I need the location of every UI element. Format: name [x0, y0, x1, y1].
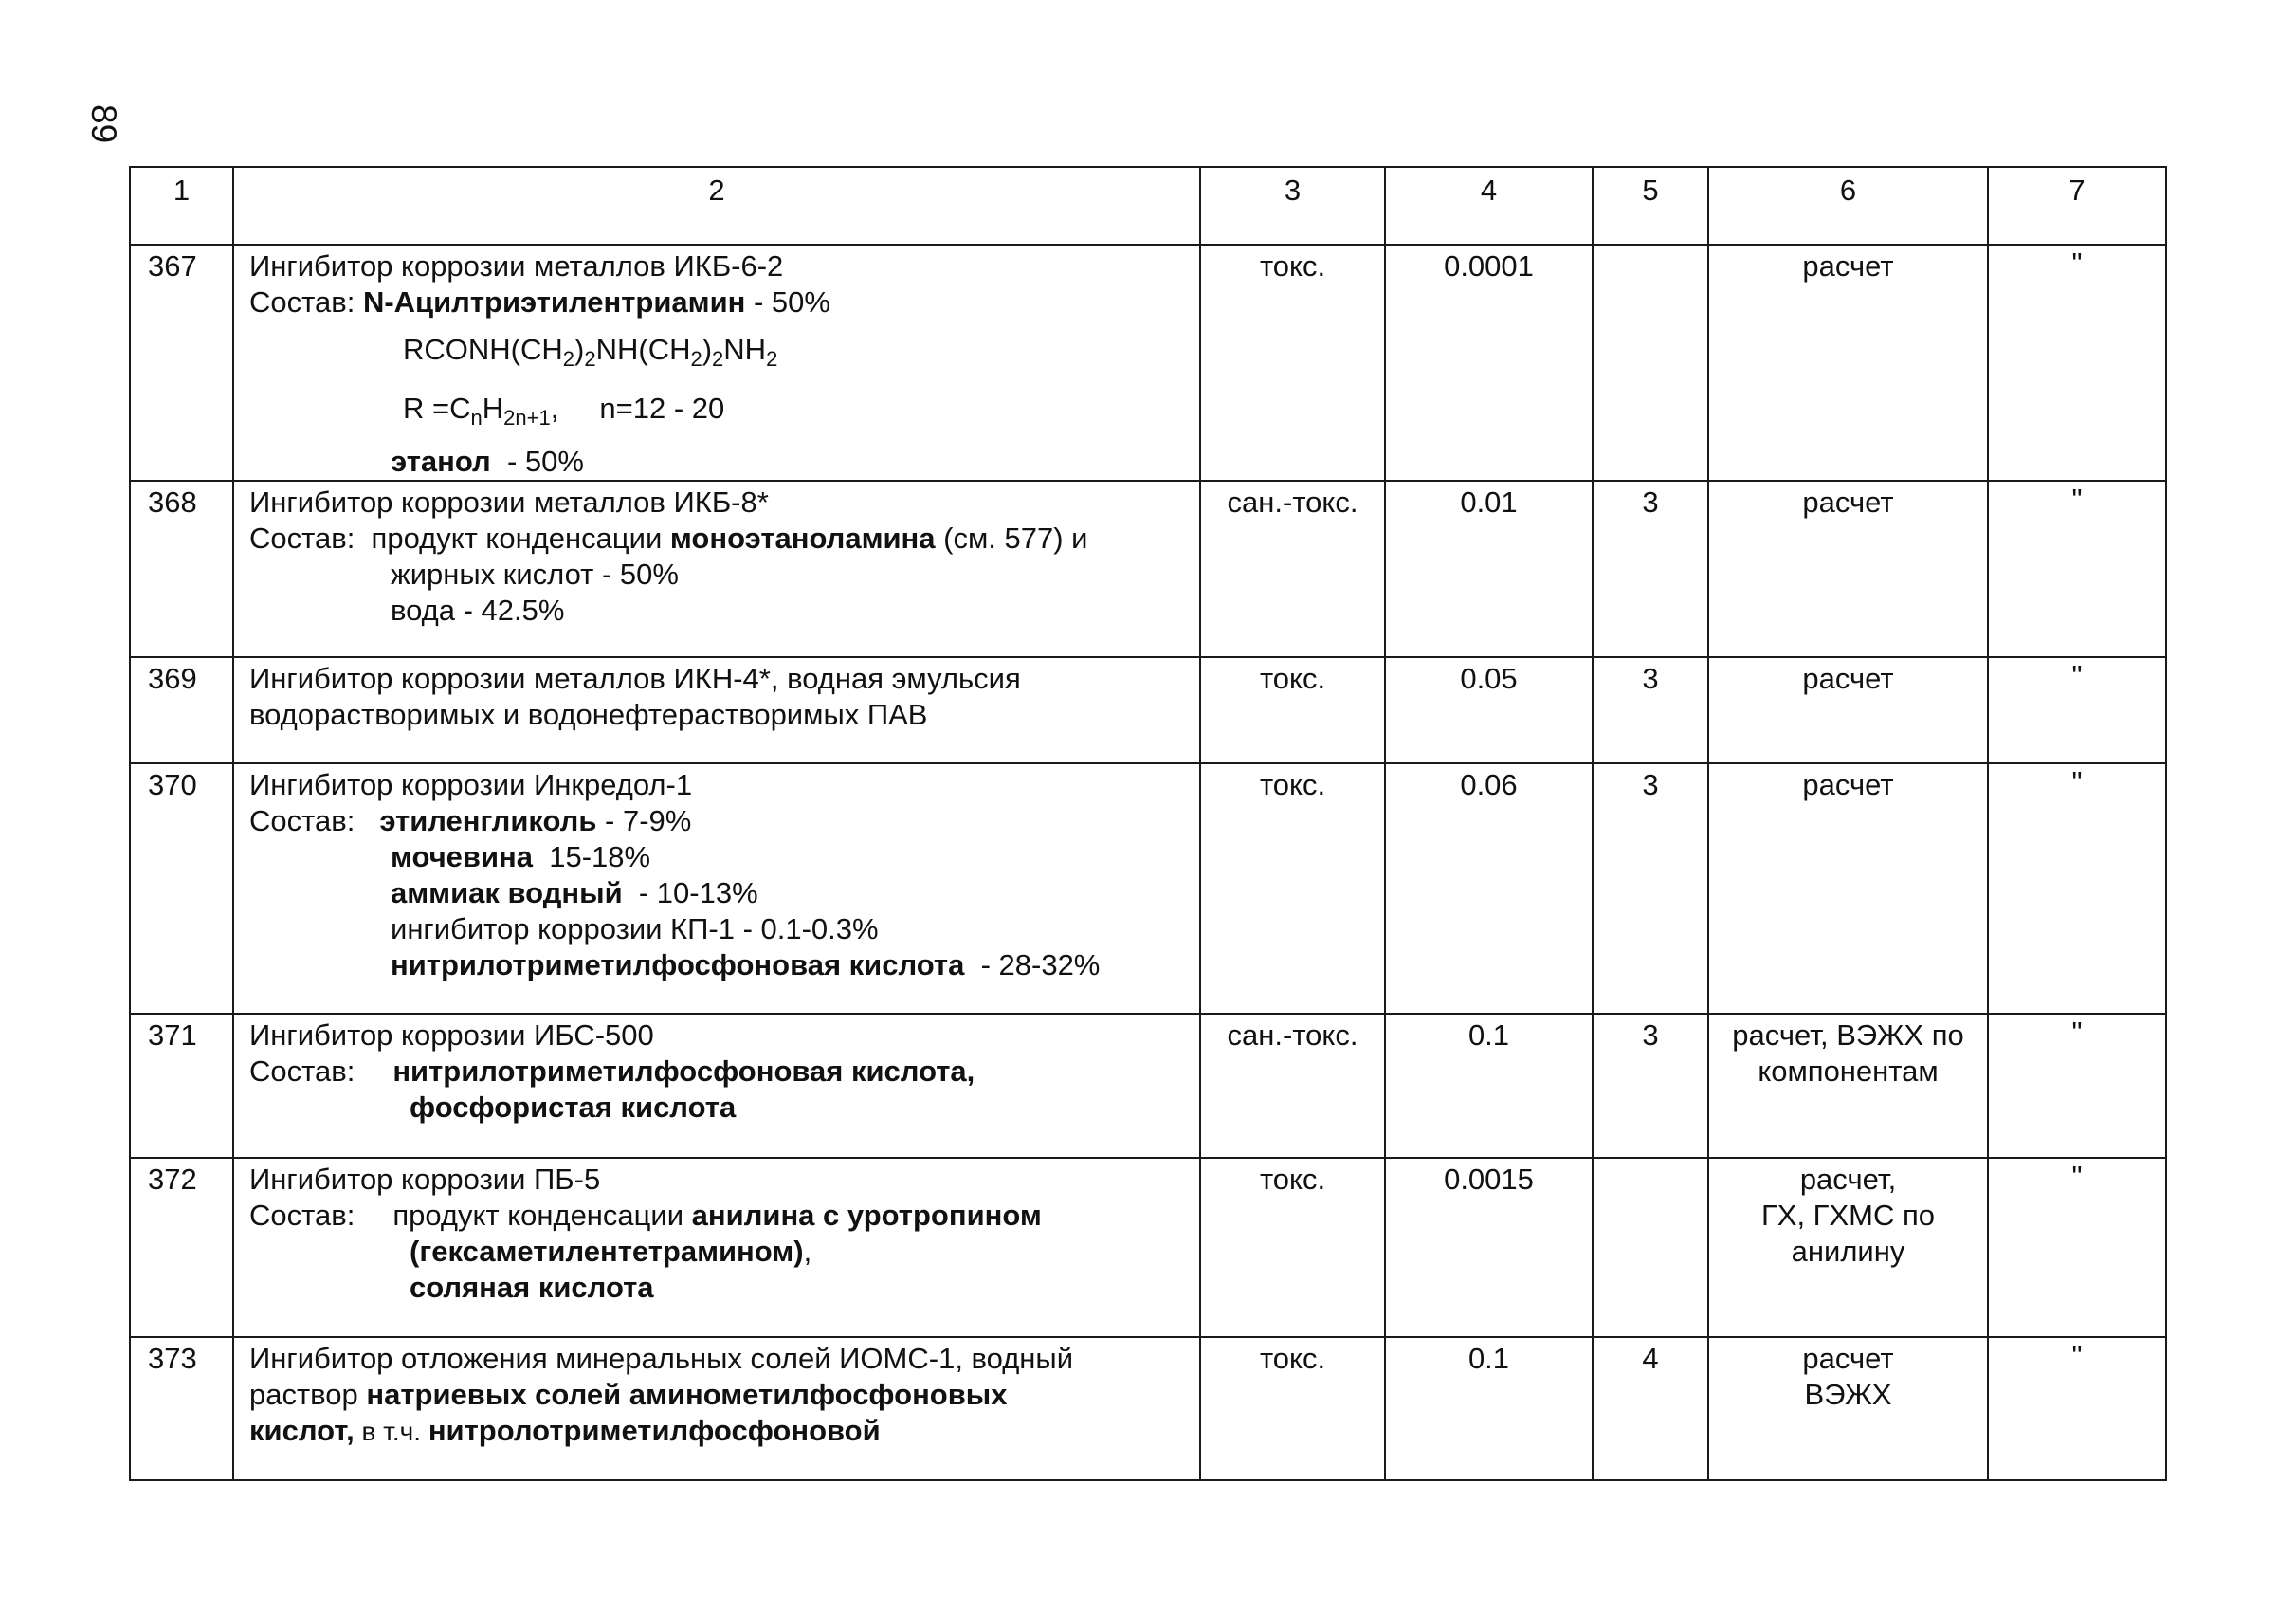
col-6-line: компонентам: [1758, 1054, 1939, 1088]
col-6-line: ВЭЖХ: [1804, 1378, 1892, 1411]
substance-description: [233, 1014, 1200, 1158]
col-6-value: [1708, 1337, 1988, 1480]
row-number: 371: [130, 1014, 233, 1158]
composition-line: мочевина 15-18%: [391, 840, 651, 873]
substance-title: Ингибитор коррозии ИБС-500: [249, 1018, 654, 1052]
row-number: 368: [130, 481, 233, 657]
col-5-value: 4: [1593, 1337, 1708, 1480]
col-4-value: 0.1: [1385, 1014, 1593, 1158]
substance-description: [233, 763, 1200, 1014]
col-5-value: [1593, 245, 1708, 481]
header-col-4: 4: [1385, 167, 1593, 245]
col-6-value: расчет: [1708, 245, 1988, 481]
col-6-line: расчет,: [1799, 1163, 1897, 1196]
table-row: [130, 1337, 2166, 1480]
col-7-value: ": [1988, 657, 2166, 763]
substance-title: Ингибитор коррозии металлов ИКН-4*, водная эмульсия: [249, 662, 1021, 695]
col-4-value: 0.01: [1385, 481, 1593, 657]
col-5-value: 3: [1593, 481, 1708, 657]
header-row: [130, 167, 2166, 245]
composition-line: вода - 42.5%: [391, 594, 565, 627]
row-number: 373: [130, 1337, 233, 1480]
substance-title: Ингибитор коррозии Инкредол-1: [249, 768, 693, 801]
col-5-value: 3: [1593, 1014, 1708, 1158]
composition-line: Состав: продукт конденсации моноэтаноламина (см. 577) и: [249, 522, 1088, 555]
formula-line: $RCONH(CH_2)_2NH(CH_2)_2NH_2$: [403, 333, 778, 371]
col-3-value: токс.: [1200, 245, 1385, 481]
composition-line: Состав: нитрилотриметилфосфоновая кислота,: [249, 1054, 975, 1088]
substance-description: [233, 481, 1200, 657]
col-3-value: токс.: [1200, 1337, 1385, 1480]
col-7-value: ": [1988, 1158, 2166, 1337]
col-5-value: 3: [1593, 657, 1708, 763]
table-row: [130, 481, 2166, 657]
composition-line: аммиак водный - 10-13%: [391, 876, 758, 909]
col-3-value: токс.: [1200, 1158, 1385, 1337]
composition-line: Состав: этиленгликоль - 7-9%: [249, 804, 692, 837]
col-7-value: ": [1988, 763, 2166, 1014]
col-6-value: расчет: [1708, 657, 1988, 763]
col-6-value: расчет: [1708, 481, 1988, 657]
composition-line: раствор натриевых солей аминометилфосфоновых: [249, 1378, 1008, 1411]
table-row: [130, 763, 2166, 1014]
composition-line: ингибитор коррозии КП-1 - 0.1-0.3%: [391, 912, 879, 945]
col-3-value: токс.: [1200, 657, 1385, 763]
col-6-value: [1708, 1014, 1988, 1158]
composition-line: кислот, в т.ч. нитролотриметилфосфоновой: [249, 1414, 881, 1447]
composition-line: нитрилотриметилфосфоновая кислота - 28-32%: [391, 948, 1101, 981]
substance-description: [233, 657, 1200, 763]
col-6-line: ГХ, ГХМС по: [1760, 1199, 1935, 1232]
row-number: 369: [130, 657, 233, 763]
row-number: 372: [130, 1158, 233, 1337]
composition-line: водорастворимых и водонефтерастворимых ПАВ: [249, 698, 928, 731]
header-col-5: 5: [1593, 167, 1708, 245]
header-col-1: 1: [130, 167, 233, 245]
row-number: 367: [130, 245, 233, 481]
substance-title: Ингибитор отложения минеральных солей ИОМС-1, водный: [249, 1342, 1074, 1375]
table-row: [130, 245, 2166, 481]
header-col-6: 6: [1708, 167, 1988, 245]
col-7-value: ": [1988, 245, 2166, 481]
col-6-line: расчет, ВЭЖХ по: [1732, 1018, 1964, 1052]
col-6-line: анилину: [1791, 1235, 1905, 1268]
table-row: [130, 1158, 2166, 1337]
composition-line: (гексаметилентетрамином),: [410, 1235, 812, 1268]
col-7-value: ": [1988, 1014, 2166, 1158]
col-6-value: расчет: [1708, 763, 1988, 1014]
substances-table: [129, 166, 2167, 1481]
table-row: [130, 657, 2166, 763]
col-7-value: ": [1988, 481, 2166, 657]
substance-title: Ингибитор коррозии ПБ-5: [249, 1163, 601, 1196]
col-5-value: [1593, 1158, 1708, 1337]
col-4-value: 0.06: [1385, 763, 1593, 1014]
table-row: [130, 1014, 2166, 1158]
header-col-2: 2: [233, 167, 1200, 245]
col-4-value: 0.05: [1385, 657, 1593, 763]
composition-line: фосфористая кислота: [410, 1091, 737, 1124]
composition-line: Состав: N-Ацилтриэтилентриамин - 50%: [249, 285, 830, 319]
composition-line: соляная кислота: [410, 1271, 654, 1304]
composition-line: жирных кислот - 50%: [391, 558, 679, 591]
col-5-value: 3: [1593, 763, 1708, 1014]
formula-line: $R =C_nH_{2n+1}$, n=12 - 20: [403, 392, 725, 430]
substance-description: [233, 1337, 1200, 1480]
col-6-value: [1708, 1158, 1988, 1337]
col-6-line: расчет: [1802, 1342, 1894, 1375]
col-4-value: 0.0015: [1385, 1158, 1593, 1337]
composition-line: этанол - 50%: [391, 445, 584, 478]
header-col-3: 3: [1200, 167, 1385, 245]
row-number: 370: [130, 763, 233, 1014]
col-3-value: сан.-токс.: [1200, 481, 1385, 657]
composition-line: Состав: продукт конденсации анилина с уротропином: [249, 1199, 1042, 1232]
substance-description: [233, 1158, 1200, 1337]
substance-title: Ингибитор коррозии металлов ИКБ-6-2: [249, 249, 784, 283]
substance-title: Ингибитор коррозии металлов ИКБ-8*: [249, 486, 769, 519]
col-4-value: 0.0001: [1385, 245, 1593, 481]
col-3-value: сан.-токс.: [1200, 1014, 1385, 1158]
header-col-7: 7: [1988, 167, 2166, 245]
substance-description: [233, 245, 1200, 481]
page-number: 89: [84, 104, 123, 144]
col-4-value: 0.1: [1385, 1337, 1593, 1480]
col-7-value: ": [1988, 1337, 2166, 1480]
col-3-value: токс.: [1200, 763, 1385, 1014]
